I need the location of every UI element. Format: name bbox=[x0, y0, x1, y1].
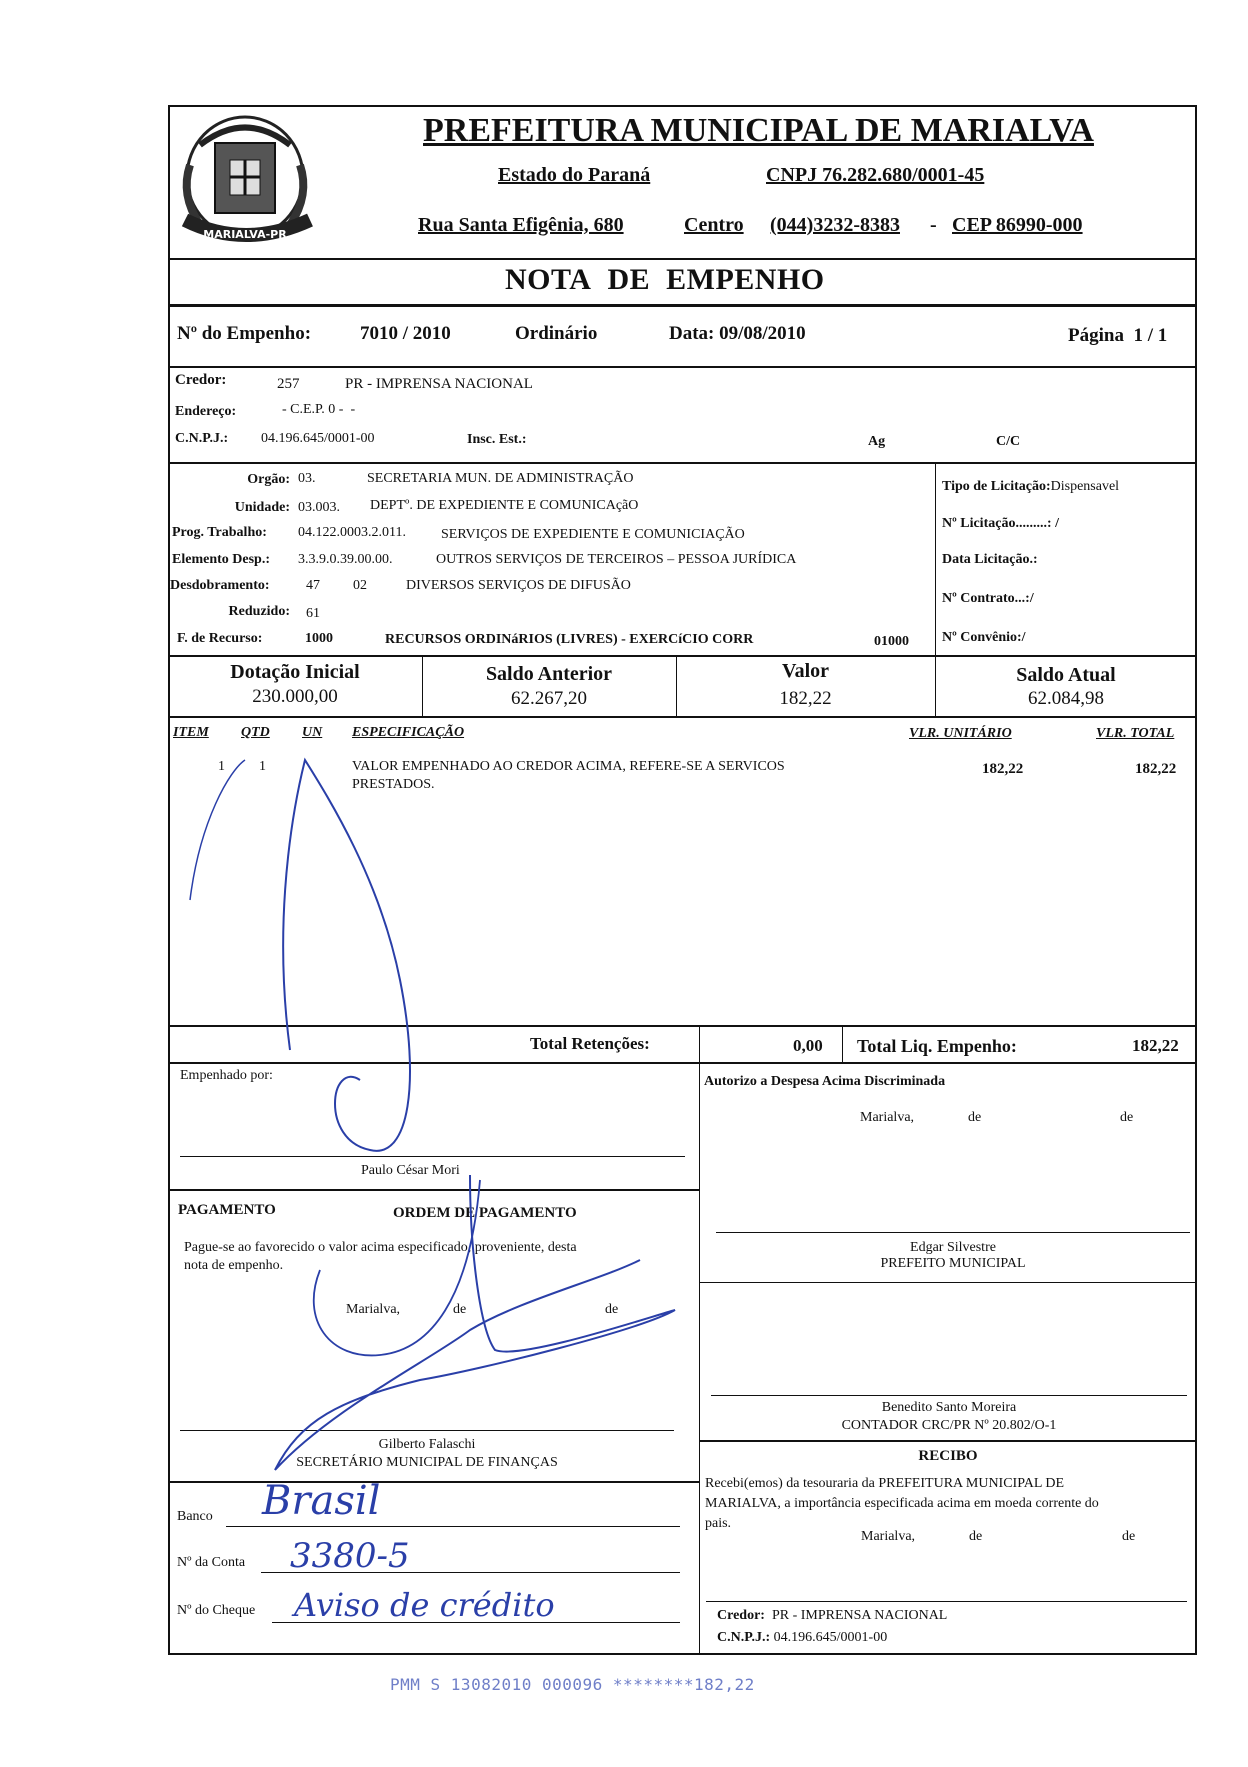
reduzido-value: 61 bbox=[306, 606, 320, 621]
pagamento-city: Marialva, bbox=[346, 1302, 401, 1317]
endereco-value: - C.E.P. 0 - - bbox=[282, 402, 356, 417]
municipality-title: PREFEITURA MUNICIPAL DE MARIALVA bbox=[423, 112, 1094, 149]
licitacao-type: Tipo de Licitação:Dispensavel bbox=[942, 479, 1120, 494]
elemento-label: Elemento Desp.: bbox=[172, 552, 270, 567]
elemento-name: OUTROS SERVIÇOS DE TERCEIROS – PESSOA JURÍDICA bbox=[436, 552, 797, 567]
recibo-line3: pais. bbox=[705, 1516, 732, 1531]
autorizo-city: Marialva, bbox=[860, 1110, 915, 1125]
pagamento-text-1: Pague-se ao favorecido o valor acima especificado, proveniente, desta bbox=[184, 1240, 577, 1255]
autorizo-de1: de bbox=[968, 1110, 982, 1125]
pagamento-de1: de bbox=[453, 1302, 467, 1317]
empenho-number: 7010 / 2010 bbox=[360, 323, 451, 344]
elemento-code: 3.3.9.0.39.00.00. bbox=[298, 552, 393, 567]
unidade-label: Unidade: bbox=[234, 500, 290, 515]
total-liq-label: Total Liq. Empenho: bbox=[857, 1036, 1017, 1056]
dotacao-inicial-value: 230.000,00 bbox=[252, 686, 338, 707]
district-label: Centro bbox=[684, 214, 744, 236]
valor-value: 182,22 bbox=[779, 688, 832, 709]
saldo-anterior-label: Saldo Anterior bbox=[485, 663, 613, 685]
ordem-pagamento-label: ORDEM DE PAGAMENTO bbox=[393, 1205, 577, 1221]
pagamento-label: PAGAMENTO bbox=[178, 1202, 276, 1218]
recibo-title: RECIBO bbox=[918, 1448, 978, 1464]
credor-code: 257 bbox=[277, 376, 300, 392]
recurso-name: RECURSOS ORDINáRIOS (LIVRES) - EXERCíCIO CORR bbox=[385, 632, 754, 647]
cc-label: C/C bbox=[996, 434, 1021, 449]
state-label: Estado do Paraná bbox=[498, 164, 651, 186]
empenhado-label: Empenhado por: bbox=[180, 1068, 273, 1083]
empenho-type: Ordinário bbox=[515, 323, 598, 344]
recibo-line1: Recebi(emos) da tesouraria da PREFEITURA MUNICIPAL DE bbox=[705, 1476, 1065, 1491]
prog-code: 04.122.0003.2.011. bbox=[298, 525, 406, 540]
unidade-name: DEPTº. DE EXPEDIENTE E COMUNICAçãO bbox=[370, 498, 639, 513]
reduzido-label: Reduzido: bbox=[228, 604, 290, 619]
licitacao-number: Nº Licitação.........: / bbox=[942, 516, 1059, 531]
recurso-code: 1000 bbox=[305, 631, 333, 646]
orgao-name: SECRETARIA MUN. DE ADMINISTRAÇÃO bbox=[367, 471, 634, 486]
contador-title: CONTADOR CRC/PR Nº 20.802/O-1 bbox=[841, 1418, 1057, 1433]
credor-name: PR - IMPRENSA NACIONAL bbox=[345, 376, 533, 392]
row-esp-line2: PRESTADOS. bbox=[352, 777, 435, 792]
recurso-code2: 01000 bbox=[874, 634, 909, 649]
col-especificacao: ESPECIFICAÇÃO bbox=[352, 725, 465, 740]
empenho-date: Data: 09/08/2010 bbox=[669, 323, 806, 344]
col-item: ITEM bbox=[173, 725, 209, 740]
row-item: 1 bbox=[218, 759, 225, 774]
banco-handwritten: Brasil bbox=[262, 1478, 381, 1524]
convenio-number: Nº Convênio:/ bbox=[942, 630, 1026, 645]
dotacao-inicial-label: Dotação Inicial bbox=[230, 661, 360, 683]
col-vlr-unitario: VLR. UNITÁRIO bbox=[909, 726, 1012, 741]
row-qtd: 1 bbox=[259, 759, 266, 774]
orgao-label: Orgão: bbox=[247, 472, 290, 487]
cheque-handwritten: Aviso de crédito bbox=[294, 1586, 555, 1624]
document-title: NOTA DE EMPENHO bbox=[505, 263, 825, 296]
valor-label: Valor bbox=[781, 660, 830, 682]
col-un: UN bbox=[302, 725, 323, 740]
credor-label: Credor: bbox=[175, 372, 227, 388]
secretario-name: Gilberto Falaschi bbox=[378, 1437, 476, 1452]
recibo-de1: de bbox=[969, 1529, 983, 1544]
credor-cnpj-label: C.N.P.J.: bbox=[175, 431, 229, 446]
saldo-atual-value: 62.084,98 bbox=[1028, 688, 1104, 709]
licitacao-date: Data Licitação.: bbox=[942, 552, 1038, 567]
row-vlr-total: 182,22 bbox=[1135, 761, 1177, 777]
empenhado-name: Paulo César Mori bbox=[361, 1163, 460, 1178]
desdobramento-code1: 47 bbox=[306, 578, 320, 593]
desdobramento-label: Desdobramento: bbox=[170, 578, 270, 593]
row-vlr-unitario: 182,22 bbox=[982, 761, 1024, 777]
payment-stamp: PMM S 13082010 000096 ********182,22 bbox=[390, 1675, 755, 1694]
conta-handwritten: 3380-5 bbox=[290, 1536, 410, 1576]
contador-name: Benedito Santo Moreira bbox=[881, 1400, 1017, 1415]
banco-label: Banco bbox=[177, 1509, 213, 1524]
recibo-de2: de bbox=[1122, 1529, 1136, 1544]
conta-label: Nº da Conta bbox=[177, 1555, 246, 1570]
total-retencoes-value: 0,00 bbox=[793, 1036, 823, 1055]
saldo-atual-label: Saldo Atual bbox=[1016, 664, 1116, 686]
ag-label: Ag bbox=[868, 434, 886, 449]
unidade-code: 03.003. bbox=[298, 500, 340, 515]
cep-label: CEP 86990-000 bbox=[952, 214, 1083, 236]
insc-est-label: Insc. Est.: bbox=[467, 432, 527, 447]
autorizo-de2: de bbox=[1120, 1110, 1134, 1125]
contrato-number: Nº Contrato...:/ bbox=[942, 591, 1034, 606]
prog-label: Prog. Trabalho: bbox=[172, 525, 267, 540]
recibo-city: Marialva, bbox=[861, 1529, 916, 1544]
endereco-label: Endereço: bbox=[175, 404, 237, 419]
total-retencoes-label: Total Retenções: bbox=[530, 1034, 650, 1053]
desdobramento-code2: 02 bbox=[353, 578, 367, 593]
prefeito-name: Edgar Silvestre bbox=[910, 1240, 996, 1255]
row-esp-line1: VALOR EMPENHADO AO CREDOR ACIMA, REFERE-SE A SERVICOS bbox=[352, 759, 785, 774]
address-label: Rua Santa Efigênia, 680 bbox=[418, 214, 624, 236]
saldo-anterior-value: 62.267,20 bbox=[511, 688, 587, 709]
pagamento-text-2: nota de empenho. bbox=[184, 1258, 284, 1273]
autorizo-label: Autorizo a Despesa Acima Discriminada bbox=[704, 1074, 946, 1089]
total-liq-value: 182,22 bbox=[1132, 1036, 1179, 1055]
phone-label: (044)3232-8383 bbox=[770, 214, 900, 236]
orgao-code: 03. bbox=[298, 471, 316, 486]
header-separator: - bbox=[930, 214, 937, 236]
empenho-number-label: Nº do Empenho: bbox=[177, 323, 312, 344]
credor-cnpj: 04.196.645/0001-00 bbox=[261, 431, 375, 446]
recibo-line2: MARIALVA, a importância especificada acima em moeda corrente do bbox=[705, 1496, 1099, 1511]
pagamento-de2: de bbox=[605, 1302, 619, 1317]
recibo-credor: Credor: PR - IMPRENSA NACIONAL bbox=[717, 1608, 948, 1623]
cnpj-label: CNPJ 76.282.680/0001-45 bbox=[766, 164, 985, 186]
recurso-label: F. de Recurso: bbox=[177, 631, 263, 646]
col-vlr-total: VLR. TOTAL bbox=[1096, 726, 1175, 741]
recibo-cnpj: C.N.P.J.: 04.196.645/0001-00 bbox=[717, 1630, 888, 1645]
prog-name: SERVIÇOS DE EXPEDIENTE E COMUNICIAÇÃO bbox=[441, 527, 745, 542]
svg-text:MARIALVA-PR: MARIALVA-PR bbox=[203, 228, 287, 241]
desdobramento-name: DIVERSOS SERVIÇOS DE DIFUSÃO bbox=[406, 578, 631, 593]
prefeito-title: PREFEITO MUNICIPAL bbox=[880, 1256, 1026, 1271]
page-number: Página 1 / 1 bbox=[1068, 325, 1168, 346]
col-qtd: QTD bbox=[241, 725, 270, 740]
cheque-label: Nº do Cheque bbox=[177, 1603, 256, 1618]
secretario-title: SECRETÁRIO MUNICIPAL DE FINANÇAS bbox=[296, 1455, 558, 1470]
